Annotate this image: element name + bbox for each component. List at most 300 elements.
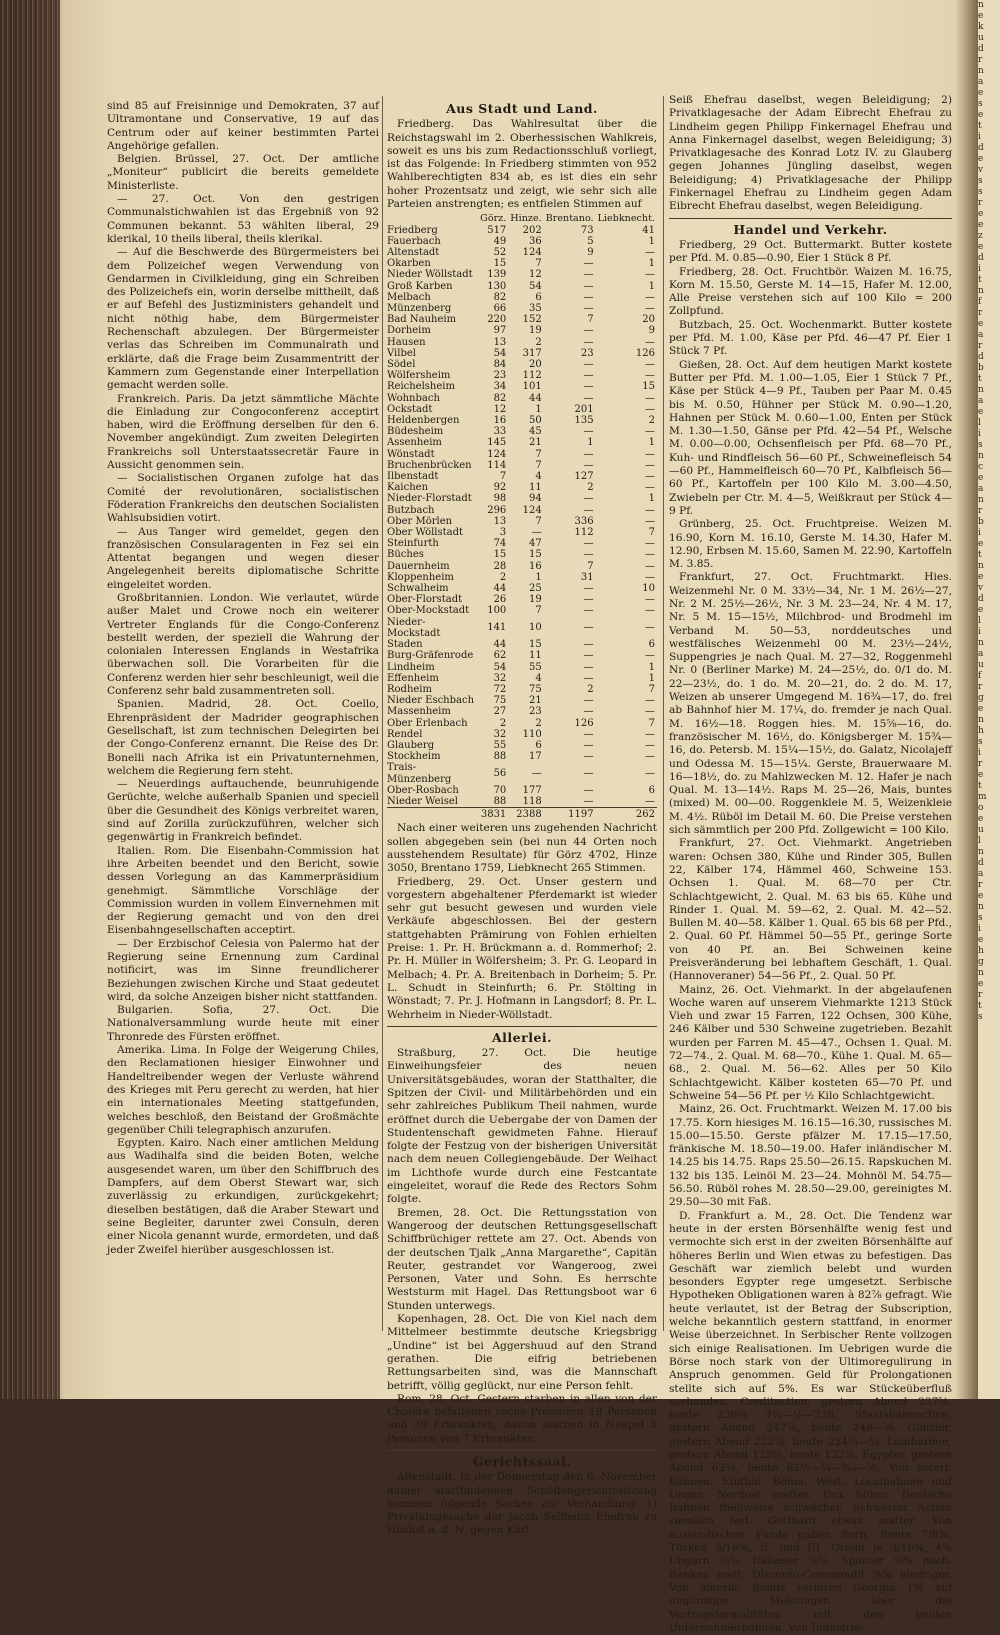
table-row xyxy=(387,762,657,784)
votes-cell: — xyxy=(645,448,655,460)
column-divider xyxy=(382,96,383,1331)
edge-glyph: b xyxy=(978,517,984,527)
edge-glyph: r xyxy=(978,341,983,351)
article-paragraph: Friedberg, 29 Oct. Buttermarkt. Butter kostete per Pfd. M. 0.85—0.90, Eier 1 Stück 8 Pf. xyxy=(669,238,952,265)
edge-glyph: n xyxy=(978,0,984,10)
votes-cell: 317 xyxy=(522,347,542,359)
votes-cell: — xyxy=(583,639,594,651)
table-row xyxy=(387,460,657,471)
votes-cell: 97 xyxy=(493,325,507,337)
edge-glyph: i xyxy=(978,924,981,934)
town-cell: Rendel xyxy=(387,728,423,740)
votes-cell: 62 xyxy=(493,650,507,662)
edge-glyph: e xyxy=(978,605,984,615)
town-cell: Dorheim xyxy=(387,325,431,337)
votes-cell: — xyxy=(645,538,655,550)
votes-cell: 1 xyxy=(648,235,655,247)
edge-glyph: t xyxy=(978,374,982,384)
edge-glyph: d xyxy=(978,858,984,868)
table-row xyxy=(387,426,657,437)
votes-cell: — xyxy=(645,471,655,483)
town-cell: Glauberg xyxy=(387,739,435,751)
article-paragraph: Nach einer weiteren uns zugehenden Nachricht sollen abgegeben sein (bei nun 44 Orten noch ausstehendem Resultate) für Görz 4702, Hinze 3050, Brentano 1759, Liebknecht 265 Stimmen. xyxy=(387,822,657,875)
votes-cell: 72 xyxy=(493,683,507,695)
column-trade xyxy=(669,94,952,1635)
votes-cell: — xyxy=(583,784,594,796)
edge-glyph: m xyxy=(978,792,987,802)
votes-cell: — xyxy=(583,381,594,393)
votes-cell: 177 xyxy=(522,784,542,796)
votes-cell: — xyxy=(645,622,655,634)
votes-cell: — xyxy=(583,706,594,718)
town-cell xyxy=(387,808,478,821)
votes-cell: 31 xyxy=(580,571,594,583)
votes-cell: 2 xyxy=(535,717,542,729)
edge-glyph: l xyxy=(978,836,981,846)
edge-glyph: d xyxy=(978,44,984,54)
votes-cell: — xyxy=(645,571,655,583)
votes-cell: 124 xyxy=(487,448,507,460)
edge-glyph: r xyxy=(978,759,983,769)
votes-cell: 16 xyxy=(528,560,542,572)
votes-cell: — xyxy=(531,767,542,779)
votes-cell: 7 xyxy=(535,258,542,270)
votes-cell: 32 xyxy=(493,672,507,684)
town-cell: Södel xyxy=(387,359,416,371)
votes-cell: 124 xyxy=(522,246,542,258)
votes-cell: 7 xyxy=(535,459,542,471)
edge-glyph: g xyxy=(978,693,984,703)
edge-glyph: d xyxy=(978,253,984,263)
edge-glyph: i xyxy=(978,264,981,274)
votes-cell: — xyxy=(583,291,594,303)
edge-glyph: e xyxy=(978,209,984,219)
edge-glyph: s xyxy=(978,737,983,747)
table-row xyxy=(387,281,657,292)
votes-cell: 2 xyxy=(587,482,594,494)
votes-cell: 7 xyxy=(535,605,542,617)
votes-cell: 127 xyxy=(574,471,594,483)
town-cell: Büdesheim xyxy=(387,426,444,438)
edge-glyph: s xyxy=(978,187,983,197)
town-cell: Wohnbach xyxy=(387,392,440,404)
column-local-news xyxy=(387,100,657,1538)
section-rule xyxy=(387,1026,657,1027)
votes-cell: 15 xyxy=(642,381,655,393)
votes-cell: 66 xyxy=(493,303,507,314)
edge-glyph: e xyxy=(978,979,984,989)
article-paragraph: — Neuerdings auftauchende, beunruhigende Gerüchte, welche außerhalb Spanien und speciell über die Gesundheit des Königs verbreitet waren, sind auf Zorilla zurückzuführen, welcher sich gegenwärtig in Frankreich befindet. xyxy=(107,778,379,844)
edge-glyph: e xyxy=(978,319,984,329)
edge-glyph: e xyxy=(978,891,984,901)
article-paragraph: Bulgarien. Sofia, 27. Oct. Die Nationalversammlung wurde heute mit einer Thronrede des Fürsten eröffnet. xyxy=(107,1004,379,1043)
votes-cell: 35 xyxy=(528,303,542,314)
votes-cell: 4 xyxy=(535,471,542,483)
edge-glyph: t xyxy=(978,121,982,131)
votes-cell: 75 xyxy=(493,695,507,707)
article-paragraph: Amerika. Lima. In Folge der Weigerung Chiles, den Reclamationen hiesiger Einwohner und Handeltreibender wegen der Verluste während des Krieges mit Peru gerecht zu werden, hat hier ein internationales Meeting stattgefunden, welches beschloß, den Beistand der Großmächte gegenüber Chili telegraphisch anzurufen. xyxy=(107,1044,379,1136)
table-row xyxy=(387,493,657,504)
votes-cell: 12 xyxy=(528,269,542,281)
town-cell xyxy=(387,213,478,224)
table-row xyxy=(387,796,657,808)
town-cell: Rodheim xyxy=(387,683,432,695)
edge-glyph: e xyxy=(978,110,984,120)
edge-glyph: e xyxy=(978,539,984,549)
votes-cell: 2 xyxy=(648,415,655,427)
article-paragraph: D. Frankfurt a. M., 28. Oct. Die Tendenz war heute in der ersten Börsenhälfte wenig fest und vermochte sich erst in der zweiten Börsenhälfte auf höheres Berlin und Wien etwas zu befestigen. Das Geschäft war ziemlich belebt und wurden besonders Egypter rege umgesetzt. Serbische Hypotheken Obligationen waren à 82⅞ gefragt. Wie heute verlautet, ist der Betrag der Subscription, welche bekanntlich gestern stattfand, in enormer Weise überzeichnet. In Serbischer Rente vollzogen sich einige Realisationen. Im Uebrigen wurde die Börse noch stark von der Ultimoregulirung in Anspruch genommen. Geld für Prolongationen stellte sich auf 5%. Es war Stückeüberfluß vorhanden. Creditactien, gestern Abend 237⅝, heute 236⅝ 7¼—⅛—238. Staatsbahnactien, gestern Abend 247⅞, heute 248—¾. Galizier, gestern Abend 222⅞, heute 224¼—¾. Lombarden, gestern Abend 122⅝, heute 122⅞. Egypter, gestern Abend 62⅝, heute 62½—¼—⁹⁄₁₆—⅝. Von österr. Bahnen: Elbthal, Böhm. West, Localbahnen und Ungar. Nordost matter. Dux höher. Deutsche Bahnen theilweise schwächer. Schweizer Actien ziemlich fest. Gotthard etwas matter. Von ausländischen Fonds gaben Serb. Rente 7/8%, Türken 3/16%, II. und III. Orient je 3/16%, 4% Ungarn ⅛%, Italiener ⅛%, Spanier ⅞% nach. Banken matt, Disconto-Commandit ⅞% niedriger. Von amerik. Bonds verloren Georgia 1% auf ungünstige Meldungen über die Vertragsformalitäten mit den beiden Unternehmerbahnen. Von Industrie- xyxy=(669,1209,952,1634)
town-cell: Wönstadt xyxy=(387,448,435,460)
edge-glyph: f xyxy=(978,671,982,681)
votes-cell: 41 xyxy=(642,224,655,236)
votes-cell: — xyxy=(645,291,655,303)
section-heading: Aus Stadt und Land. xyxy=(446,101,598,116)
votes-cell: — xyxy=(583,739,594,751)
votes-cell: 15 xyxy=(493,549,507,561)
book-binding-edge xyxy=(0,0,60,1399)
table-row xyxy=(387,729,657,740)
article-paragraph: Belgien. Brüssel, 27. Oct. Der amtliche „Moniteur“ publicirt die bereits gemeldete Ministerliste. xyxy=(107,153,379,192)
votes-cell: — xyxy=(645,549,655,561)
votes-cell: 110 xyxy=(522,728,542,740)
town-cell: Kaichen xyxy=(387,482,429,494)
votes-cell: — xyxy=(583,751,594,763)
votes-cell: 34 xyxy=(493,381,507,393)
votes-cell: — xyxy=(645,269,655,281)
votes-cell: 11 xyxy=(528,650,542,662)
votes-cell: — xyxy=(583,767,594,779)
votes-cell: 26 xyxy=(493,594,507,606)
table-row xyxy=(387,225,657,236)
votes-cell: 23 xyxy=(580,347,594,359)
votes-cell: 7 xyxy=(648,527,655,539)
votes-cell: 1 xyxy=(648,672,655,684)
votes-cell: — xyxy=(645,336,655,348)
votes-cell: 82 xyxy=(493,392,507,404)
votes-cell: 54 xyxy=(493,347,507,359)
votes-cell: — xyxy=(645,246,655,258)
edge-glyph: r xyxy=(978,55,983,65)
edge-glyph: a xyxy=(978,484,984,494)
article-paragraph: Großbritannien. London. Wie verlautet, würde außer Malet und Crowe noch ein weiterer Vertreter Englands für die Congo-Conferenz bestellt werden, der speziell die Wahrung der colonialen Interessen Englands in Westafrika überwachen soll. Die Vorarbeiten für die Conferenz werden hier sehr beschleunigt, weil die Conferenz sehr bald zusammentreten soll. xyxy=(107,591,379,698)
edge-glyph: u xyxy=(978,33,984,43)
votes-cell: — xyxy=(645,359,655,371)
votes-cell: 2 xyxy=(587,683,594,695)
votes-cell: 517 xyxy=(487,224,507,236)
votes-cell: 7 xyxy=(535,515,542,527)
votes-cell: 112 xyxy=(522,370,542,382)
table-total-row xyxy=(387,808,657,821)
table-row xyxy=(387,449,657,460)
votes-cell: — xyxy=(583,459,594,471)
votes-cell: — xyxy=(645,739,655,751)
town-cell: Altenstadt xyxy=(387,246,440,258)
town-cell: Nieder Weisel xyxy=(387,795,458,807)
votes-cell: 130 xyxy=(487,280,507,292)
article-paragraph: Frankfurt, 27. Oct. Fruchtmarkt. Hies. Weizenmehl Nr. 0 M. 33½—34, Nr. 1 M. 26½—27, Nr. 2 M. 25½—26½, Nr. 3 M. 23—24, Nr. 4 M. 17, Nr. 5 M. 15—15½, Milchbrod- und Brodmehl im Verband M. 50—53, norddeutsches und westfälisches Weizenmehl 00 M. 23½—24½, Suppengries je nach Qual. M. 27—32, Roggenmehl Nr. 0 (Berliner Marke) M. 24—25½, do. 0/1 do. M. 22—23½, do. 1 do. M. 20—21, do. 2 do. M. 17, Weizen ab unserer Umgegend M. 16¾—17, do. frei ab Bahnhof hier M. 17¼, do. fremder je nach Qual. M. 16½—18. Roggen hies. M. 15⅝—16, do. französischer M. 16½, do. Königsberger M. 15¾—16, do. Petersb. M. 15¼—15½, do. Galatz, Nicolajeff und Odessa M. 15—15¼. Gerste, Brauerwaare M. 16—18½, do. zu Mahlzwecken M. 12. Hafer je nach Qual. M. 13—14½. Raps M. 25—26, Mais, buntes (mixed) M. 00—00. Roggenkleie M. 5, Weizenkleie M. 4½. Rüböl im Detail M. 60. Die Preise verstehen sich sämmtlich per 200 Pfd. Zollgewicht = 100 Kilo. xyxy=(669,571,952,837)
section-rule xyxy=(387,1450,657,1451)
table-row xyxy=(387,639,657,650)
town-cell: Steinfurth xyxy=(387,538,439,550)
edge-glyph: e xyxy=(978,935,984,945)
table-row xyxy=(387,482,657,493)
votes-cell: — xyxy=(583,594,594,606)
edge-glyph: v xyxy=(978,165,984,175)
table-row xyxy=(387,381,657,392)
article-paragraph: Frankfurt, 27. Oct. Viehmarkt. Angetrieben waren: Ochsen 380, Kühe und Rinder 305, Bullen 22, Kälber 174, Hämmel 460, Schweine 153. Ochsen 1. Qual. M. 68—70 per Ctr. Schlachtgewicht, 2. Qual. M. 63 bis 65. Kühe und Rinder 1. Qual. M. 59—62, 2. Qual. M. 42—52. Bullen M. 40—58. Kälber 1. Qual. 65 bis 68 per Pfd., 2. Qual. 60 Pf. Hämmel 50—55 Pf., geringe Sorte von 40 Pf. an. Bei Schweinen keine Preisveränderung bei lebhaftem Geschäft, 1. Qual. (Hannoveraner) 54—56 Pf., 2. Qual. 50 Pf. xyxy=(669,837,952,983)
town-cell: Lindheim xyxy=(387,661,435,673)
table-row xyxy=(387,650,657,661)
votes-cell: — xyxy=(645,605,655,617)
votes-cell: 74 xyxy=(493,538,507,550)
votes-cell: 45 xyxy=(528,426,542,438)
votes-cell: — xyxy=(645,650,655,662)
table-row xyxy=(387,303,657,314)
article-paragraph: Mainz, 26. Oct. Viehmarkt. In der abgelaufenen Woche waren auf unserem Viehmarkte 1213 Stück Vieh und zwar 15 Farren, 122 Ochsen, 300 Kühe, 246 Kälber und 530 Schweine zugetrieben. Bezahlt wurden per Farren M. 45—47., Ochsen 1. Qual. M. 72—74., 2. Qual. M. 68—70., Kühe 1. Qual. M. 65—68., 2. Qual. M. 56—62. Alles per 50 Kilo Schlachtgewicht. Kälber kosteten 65—70 Pf. und Schweine 54—56 Pf. per ½ Kilo Schlachtgewicht. xyxy=(669,983,952,1102)
article-paragraph: — Socialistischen Organen zufolge hat das Comité der revolutionären, socialistischen Föderation Frankreichs den deutschen Socialisten Wahlsubsidien votirt. xyxy=(107,472,379,525)
table-row xyxy=(387,516,657,527)
edge-glyph: t xyxy=(978,781,982,791)
edge-glyph: n xyxy=(978,286,984,296)
edge-glyph: d xyxy=(978,143,984,153)
town-cell: Reichelsheim xyxy=(387,381,455,393)
town-cell: Bruchenbrücken xyxy=(387,459,472,471)
votes-cell: 15 xyxy=(493,258,507,270)
votes-cell: 44 xyxy=(493,583,507,595)
article-paragraph: Spanien. Madrid, 28. Oct. Coello, Ehrenpräsident der Madrider geographischen Gesellschaft, ist zum technischen Delegirten bei der Congo-Conferenz ernannt. Die Reise des Dr. Bonelli nach Afrika ist ein Privatunternehmen, welchem die Regierung fern steht. xyxy=(107,698,379,777)
town-cell: Ober-Mockstadt xyxy=(387,605,470,617)
edge-glyph: h xyxy=(978,726,984,736)
town-cell: Trais-Münzenberg xyxy=(387,762,452,785)
votes-cell: 114 xyxy=(487,459,507,471)
town-cell: Fauerbach xyxy=(387,235,441,247)
votes-cell: 1 xyxy=(648,258,655,270)
edge-glyph: h xyxy=(978,946,984,956)
edge-glyph: t xyxy=(978,550,982,560)
town-cell: Heldenbergen xyxy=(387,415,460,427)
votes-cell: 88 xyxy=(493,795,507,807)
votes-cell: 7 xyxy=(587,314,594,326)
table-row xyxy=(387,706,657,717)
election-results-table xyxy=(387,213,657,820)
edge-glyph: n xyxy=(978,968,984,978)
table-row xyxy=(387,359,657,370)
votes-cell: — xyxy=(645,767,655,779)
table-row xyxy=(387,740,657,751)
votes-cell: — xyxy=(583,795,594,807)
votes-cell: — xyxy=(583,280,594,292)
votes-cell: 23 xyxy=(493,370,507,382)
votes-cell: 135 xyxy=(574,415,594,427)
edge-glyph: d xyxy=(978,594,984,604)
table-row xyxy=(387,549,657,560)
votes-cell: 112 xyxy=(574,527,594,539)
article-paragraph: Frankreich. Paris. Da jetzt sämmtliche Mächte die Einladung zur Congoconferenz acceptirt haben, wird die Eröffnung derselben für den 6. November angekündigt. Zum zweiten Delegirten Frankreichs soll Unterstaatssecretär Faure in Aussicht genommen sein. xyxy=(107,392,379,472)
edge-glyph: t xyxy=(978,275,982,285)
votes-cell: 1 xyxy=(648,280,655,292)
article-paragraph: Seiß Ehefrau daselbst, wegen Beleidigung; 2) Privatklagesache der Adam Eibrecht Ehefrau zu Lindheim gegen Philipp Finkernagel Ehefrau und Anna Finkernagel daselbst, wegen Beleidigung; 3) Privatklagesache des Konrad Lotz IV. zu Glauberg gegen Johannes Jüngling daselbst, wegen Beleidigung; 4) Privatklagesache der Philipp Finkernagel Ehefrau zu Lindheim gegen Adam Eibrecht Ehefrau daselbst, wegen Beleidigung. xyxy=(669,94,952,213)
edge-glyph: i xyxy=(978,528,981,538)
votes-cell: 101 xyxy=(522,381,542,393)
article-paragraph: — 27. Oct. Von den gestrigen Communalstichwahlen ist das Ergebniß von 92 Communen bekannt. 53 wählten liberal, 29 klerikal, 10 theils liberal, theils klerikal. xyxy=(107,193,379,245)
table-row xyxy=(387,605,657,616)
votes-cell: 145 xyxy=(487,437,507,449)
votes-cell: 9 xyxy=(648,325,655,337)
column-politics xyxy=(107,100,379,1257)
edge-glyph: e xyxy=(978,814,984,824)
table-row xyxy=(387,751,657,762)
edge-glyph: n xyxy=(978,847,984,857)
votes-cell: — xyxy=(645,370,655,382)
edge-glyph: r xyxy=(978,880,983,890)
votes-cell: 16 xyxy=(493,415,507,427)
edge-glyph: n xyxy=(978,66,984,76)
edge-glyph: e xyxy=(978,88,984,98)
table-row xyxy=(387,370,657,381)
article-paragraph: Friedberg, 28. Oct. Fruchtbör. Waizen M. 16.75, Korn M. 15.50, Gerste M. 14—15, Hafer M. 12.00, Alle Preise verstehen sich auf 100 Kilo = 200 Zollpfund. xyxy=(669,265,952,318)
edge-glyph: a xyxy=(978,869,984,879)
votes-cell: 2388 xyxy=(508,808,543,821)
votes-cell: 19 xyxy=(528,594,542,606)
votes-cell: — xyxy=(583,661,594,673)
edge-glyph: b xyxy=(978,363,984,373)
table-row xyxy=(387,415,657,426)
town-cell: Burg-Gräfenrode xyxy=(387,650,474,662)
votes-cell: 1 xyxy=(648,437,655,449)
town-cell: Melbach xyxy=(387,291,431,303)
town-cell: Massenheim xyxy=(387,706,451,718)
edge-glyph: s xyxy=(978,1012,983,1022)
votes-cell: 47 xyxy=(528,538,542,550)
votes-cell: — xyxy=(583,269,594,281)
votes-cell: — xyxy=(645,728,655,740)
table-row xyxy=(387,617,657,639)
edge-glyph: e xyxy=(978,154,984,164)
town-cell: Ober Wöllstadt xyxy=(387,527,464,539)
edge-glyph: i xyxy=(978,748,981,758)
votes-cell: 13 xyxy=(493,336,507,348)
article-paragraph: — Auf die Beschwerde des Bürgermeisters bei dem Polizeichef wegen Verwendung von Gendarmen in Civilkleidung, ging ein Schreiben des Polizeichefs ein, worin derselbe mittheilt, daß er auf Befehl des Justizministers gehandelt und nicht nöthig habe, dem Bürgermeister Rechenschaft abzulegen. Der Bürgermeister verlas das Schreiben im Communalrath und erklärte, daß die Frage beim Zusammentritt der Kammern zum Gegenstande einer Interpellation gemacht werden solle. xyxy=(107,246,379,392)
votes-cell: 6 xyxy=(535,739,542,751)
edge-glyph: a xyxy=(978,649,984,659)
votes-cell: — xyxy=(583,605,594,617)
town-cell: Assenheim xyxy=(387,437,442,449)
town-cell: Friedberg xyxy=(387,224,438,236)
votes-cell: 98 xyxy=(493,493,507,505)
votes-cell: 126 xyxy=(574,717,594,729)
votes-cell: 118 xyxy=(522,795,542,807)
votes-cell: — xyxy=(583,504,594,516)
edge-glyph: n xyxy=(978,385,984,395)
town-cell: Ober Mörlen xyxy=(387,515,453,527)
town-cell: Staden xyxy=(387,639,423,651)
section-heading: Gerichtssaal. xyxy=(472,1454,572,1469)
town-cell: Dauernheim xyxy=(387,560,450,572)
votes-cell: — xyxy=(645,403,655,415)
votes-cell: 84 xyxy=(493,359,507,371)
votes-cell: — xyxy=(583,672,594,684)
town-cell: Butzbach xyxy=(387,504,435,516)
town-cell: Ockstadt xyxy=(387,403,433,415)
town-cell: Hausen xyxy=(387,336,426,348)
votes-cell: 4 xyxy=(535,672,542,684)
votes-cell: 10 xyxy=(642,583,655,595)
votes-cell: Brentano. xyxy=(545,213,594,225)
edge-glyph: r xyxy=(978,990,983,1000)
votes-cell: 7 xyxy=(535,448,542,460)
votes-cell: 25 xyxy=(528,583,542,595)
edge-glyph: a xyxy=(978,396,984,406)
votes-cell: 152 xyxy=(522,314,542,326)
votes-cell: 12 xyxy=(493,403,507,415)
votes-cell: — xyxy=(583,583,594,595)
edge-glyph: c xyxy=(978,462,984,472)
votes-cell: — xyxy=(645,459,655,471)
votes-cell: 54 xyxy=(528,280,542,292)
votes-cell: — xyxy=(583,392,594,404)
edge-glyph: t xyxy=(978,1001,982,1011)
votes-cell: 141 xyxy=(487,622,507,634)
section-heading: Allerlei. xyxy=(491,1029,553,1045)
votes-cell: 139 xyxy=(487,269,507,281)
article-paragraph: Grünberg, 25. Oct. Fruchtpreise. Weizen M. 16.90, Korn M. 16.10, Gerste M. 14.30, Hafer M. 12.90, Erbsen M. 15.60, Samen M. 22.90, Kartoffeln M. 3.85. xyxy=(669,518,952,571)
article-paragraph: Italien. Rom. Die Eisenbahn-Commission hat ihre Arbeiten beendet und den Bericht, sowie dessen Vorlegung an das Kammerpräsidium genehmigt. Sämmtliche Vorschläge der Commission wurden in vollem Einvernehmen mit der Regierung gemacht und von den drei Eisenbahngesellschaften acceptirt. xyxy=(107,844,379,937)
edge-glyph: k xyxy=(978,22,984,32)
votes-cell: 92 xyxy=(493,482,507,494)
votes-cell: 11 xyxy=(528,482,542,494)
edge-glyph: n xyxy=(978,902,984,912)
edge-glyph: r xyxy=(978,506,983,516)
votes-cell: — xyxy=(645,795,655,807)
votes-cell: — xyxy=(645,560,655,572)
votes-cell: 73 xyxy=(580,224,594,236)
edge-glyph: s xyxy=(978,176,983,186)
article-paragraph: Rom, 28. Oct. Gestern starben in allen von der Cholera befallenen sechs Provinzen 19 Personen und 39 Erkrankten, davon starben in Neapel 5 Personen von 7 Erkrankten. xyxy=(387,1392,657,1445)
article-paragraph: Butzbach, 25. Oct. Wochenmarkt. Butter kostete per Pfd. M. 1.00, Käse per Pfd. 46—47 Pf. Eier 1 Stück 7 Pf. xyxy=(669,318,952,358)
town-cell: Okarben xyxy=(387,258,431,270)
article-paragraph: Egypten. Kairo. Nach einer amtlichen Meldung aus Wadihalfa sind die beiden Boten, welche ausgesendet waren, um über den Schiffbruch des Dampfers, auf dem Oberst Stewart war, sich zuverlässig zu erkundigen, zurückgekehrt; dieselben bestätigen, daß die Araber Stewart und seine Begleiter, darunter zwei Consuln, deren einer Nicola genannt wurde, ermordeten, und daß jeder Zweifel hierüber ausgeschlossen ist. xyxy=(107,1137,379,1256)
votes-cell: — xyxy=(645,392,655,404)
votes-cell: 21 xyxy=(528,437,542,449)
votes-cell: 54 xyxy=(493,661,507,673)
votes-cell: 1 xyxy=(535,403,542,415)
table-row xyxy=(387,594,657,605)
article-paragraph: Altenstadt. In der Donnerstag den 6. November dahier stattfindenden Schöffengerichtssitzung kommen folgende Sachen zur Verhandlung: 1) Privatklagesache der Jacob Sellheim Ehefrau zu Höchst a. d. N. gegen Karl xyxy=(387,1471,657,1537)
table-row xyxy=(387,561,657,572)
edge-glyph: i xyxy=(978,132,981,142)
votes-cell: 10 xyxy=(528,622,542,634)
table-row xyxy=(387,538,657,549)
votes-cell: — xyxy=(645,426,655,438)
table-row xyxy=(387,337,657,348)
votes-cell: 28 xyxy=(493,560,507,572)
edge-glyph: n xyxy=(978,638,984,648)
votes-cell: 82 xyxy=(493,291,507,303)
votes-cell: 17 xyxy=(528,751,542,763)
table-row xyxy=(387,718,657,729)
votes-cell: — xyxy=(583,448,594,460)
votes-cell: — xyxy=(583,728,594,740)
edge-glyph: i xyxy=(978,627,981,637)
votes-cell: 55 xyxy=(528,661,542,673)
votes-cell: 1 xyxy=(648,493,655,505)
votes-cell: 88 xyxy=(493,751,507,763)
votes-cell: 44 xyxy=(493,639,507,651)
column-divider xyxy=(663,96,664,1331)
edge-glyph: l xyxy=(978,616,981,626)
town-cell: Ober-Florstadt xyxy=(387,594,463,606)
votes-cell: 220 xyxy=(487,314,507,326)
